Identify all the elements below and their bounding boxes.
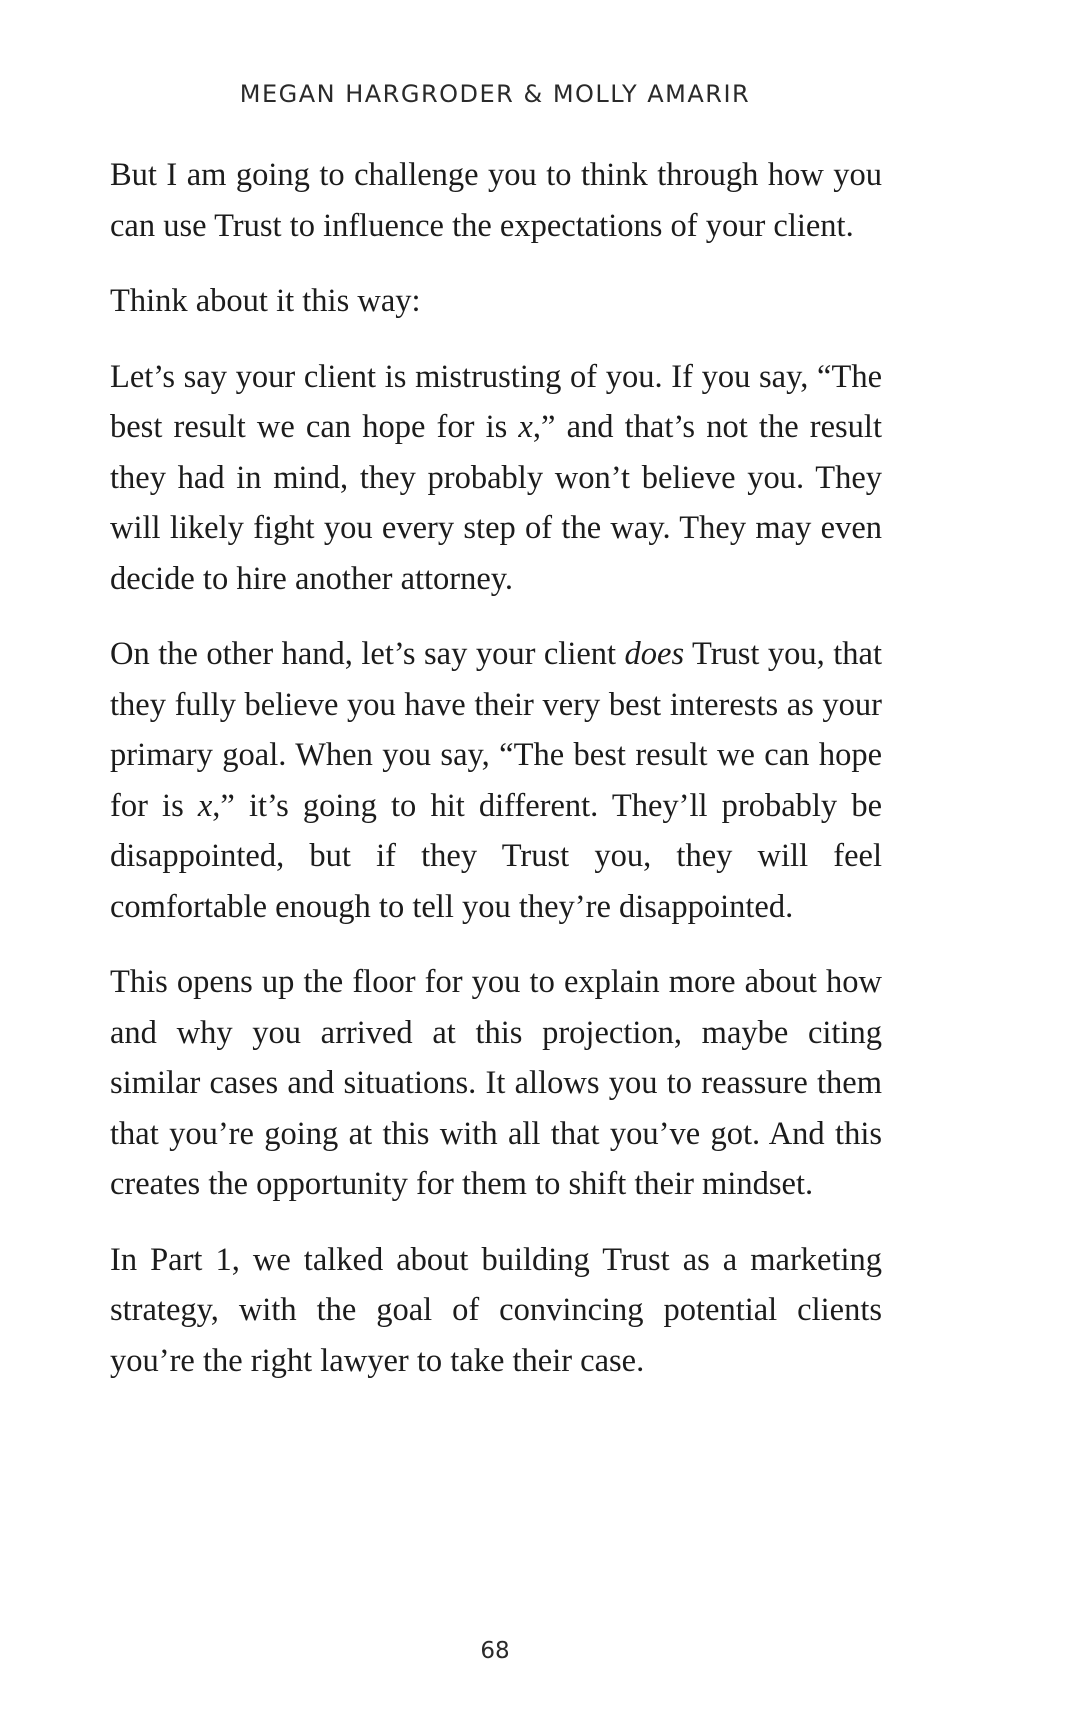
paragraph-3-text-a: Let’s say your client is mistrusting of you. If you say, “The best result we can hope for is bbox=[110, 358, 882, 445]
body-text bbox=[110, 150, 882, 1411]
paragraph-2: Think about it this way: bbox=[110, 283, 421, 319]
paragraph-4-text-c: ,” it’s going to hit different. They’ll probably be disappointed, but if they Trust you, they will feel comfortable enough to tell you they’re disappointed. bbox=[110, 787, 882, 925]
paragraph-5: This opens up the floor for you to explain more about how and why you arrived at this projection, maybe citing similar cases and situations. It allows you to reassure them that you’re going at this with all that you’ve got. And this creates the opportunity for them to shift their mindset. bbox=[110, 964, 882, 1202]
paragraph-3-italic-x: x bbox=[518, 409, 533, 445]
paragraph-4-italic-x: x bbox=[197, 787, 213, 824]
paragraph-3 bbox=[110, 352, 882, 605]
paragraph-4-text-b: Trust you, that they fully believe you have their very best interests as your primary goal. When you say, “The best result we can hope for is bbox=[110, 636, 883, 824]
paragraph-4 bbox=[110, 629, 882, 932]
running-header: MEGAN HARGRODER & MOLLY AMARIR bbox=[239, 80, 751, 108]
paragraph-3-text-b: ,” and that’s not the result they had in mind, they probably won’t believe you. They will likely fight you every step of the way. They may even decide to hire another attorney. bbox=[110, 409, 882, 597]
paragraph-1: But I am going to challenge you to think through how you can use Trust to influence the expectations of your client. bbox=[110, 157, 882, 244]
paragraph-6: In Part 1, we talked about building Trust as a marketing strategy, with the goal of convincing potential clients you’re the right lawyer to take their case. bbox=[110, 1241, 882, 1379]
paragraph-4-italic-does: does bbox=[624, 636, 685, 672]
page-number: 68 bbox=[480, 1638, 510, 1664]
paragraph-4-text-a: On the other hand, let’s say your client bbox=[110, 636, 625, 672]
